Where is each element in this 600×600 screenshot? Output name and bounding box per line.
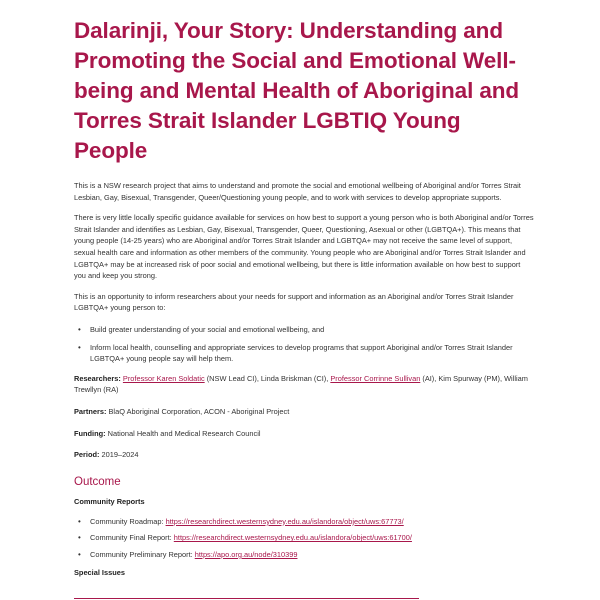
intro-paragraph: This is a NSW research project that aims to understand and promote the social and emotional wellbeing of Aboriginal and/or Torres Strait Lesbian, Gay, Bisexual, Transgender, Queer/Questioning young people, and to work with services to develop appropriate supports. bbox=[74, 181, 521, 202]
period-label: Period: bbox=[74, 450, 100, 460]
funding-line bbox=[74, 428, 534, 440]
list-item bbox=[74, 516, 534, 528]
list-item bbox=[74, 532, 534, 544]
opportunity-paragraph: This is an opportunity to inform researchers about your needs for support and information as an Aboriginal and/or Torres Strait Islander LGBTQA+ young person to: bbox=[74, 291, 514, 313]
outcome-heading: Outcome bbox=[74, 475, 121, 488]
list-item bbox=[74, 549, 534, 561]
report-label: Community Preliminary Report: bbox=[90, 549, 195, 559]
researcher-link-soldatic[interactable]: Professor Karen Soldatic bbox=[122, 373, 205, 383]
period-line bbox=[74, 449, 534, 461]
context-paragraph: There is very little locally specific guidance available for services on how best to support a young person who is both Aboriginal and/or Torres Strait Islander and identifies as Lesbian, Gay, Bisexual, Transgender, Queer, Questioning, Asexual or other (LGBTQA+). This means that young people (14-25 years) who are Aboriginal and/or Torres Strait Islander and LGBTQA+ may not receive the same level of support, sexual health care and information as other members of the community. Young people who are Aboriginal and/or Torres Strait Islander and LGBTQA+ may be at increased risk of poor social and emotional wellbeing, but there is little information available on how best to support you and keep you strong. bbox=[74, 213, 534, 281]
community-reports-heading: Community Reports bbox=[74, 496, 145, 506]
funding-label: Funding: bbox=[74, 428, 106, 438]
partners-value: BlaQ Aboriginal Corporation, ACON - Aboriginal Project bbox=[106, 406, 290, 416]
bullet-icon: • bbox=[78, 324, 81, 334]
aims-list bbox=[74, 324, 534, 365]
report-link-final[interactable]: https://researchdirect.westernsydney.edu.au/islandora/object/uws:61700/ bbox=[173, 533, 412, 543]
bullet-icon: • bbox=[78, 342, 81, 352]
researchers-label: Researchers: bbox=[74, 373, 121, 383]
period-value: 2019–2024 bbox=[99, 450, 139, 460]
researcher-link-sullivan[interactable]: Professor Corrinne Sullivan bbox=[330, 373, 421, 383]
report-link-roadmap[interactable]: https://researchdirect.westernsydney.edu.au/islandora/object/uws:67773/ bbox=[165, 516, 404, 526]
partners-line bbox=[74, 406, 534, 418]
bullet-icon: • bbox=[78, 549, 81, 559]
community-reports-list bbox=[74, 516, 534, 561]
researcher-roles-2: (AI), Kim Spurway (PM), William Trewllyn (RA) bbox=[74, 373, 528, 395]
report-label: Community Roadmap: bbox=[90, 516, 166, 526]
report-link-preliminary[interactable]: https://apo.org.au/node/310399 bbox=[194, 549, 298, 559]
partners-label: Partners: bbox=[74, 406, 107, 416]
special-issues-heading: Special Issues bbox=[74, 568, 125, 578]
list-item-text: Inform local health, counselling and appropriate services to develop programs that support Aboriginal and/or Torres Strait Islander LGBTQA+ young people say will help them. bbox=[90, 342, 513, 364]
list-item-text: Build greater understanding of your social and emotional wellbeing, and bbox=[90, 324, 325, 334]
researchers-line bbox=[74, 373, 534, 396]
funding-value: National Health and Medical Research Council bbox=[105, 428, 261, 438]
bullet-icon: • bbox=[78, 516, 81, 526]
report-label: Community Final Report: bbox=[90, 533, 174, 543]
bullet-icon: • bbox=[78, 533, 81, 543]
list-item bbox=[74, 342, 534, 365]
researcher-roles-1: (NSW Lead CI), Linda Briskman (CI), bbox=[204, 373, 331, 383]
divider bbox=[74, 598, 419, 599]
article bbox=[74, 16, 534, 577]
list-item bbox=[74, 324, 534, 336]
page-title: Dalarinji, Your Story: Understanding and Promoting the Social and Emotional Well-being and Mental Health of Aboriginal and Torres Strait Islander LGBTIQ Young People bbox=[74, 18, 520, 163]
